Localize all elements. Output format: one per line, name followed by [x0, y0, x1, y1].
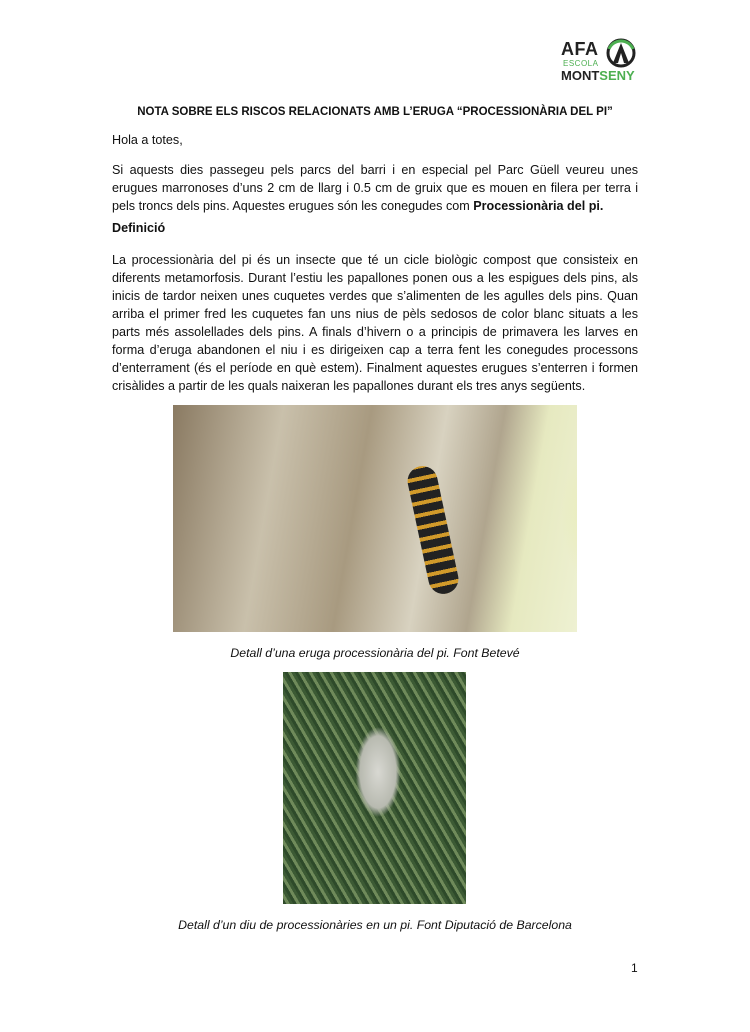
definition-paragraph: La processionària del pi és un insecte que té un cicle biològic compost que consisteix en diferents metamorfosis. Durant l’estiu les papallones ponen ous a les espigues dels pins, als inicis de tardor neixen unes cuquetes verdes que s’alimenten de les agulles dels pins. Quan arriba el primer fred les cuquetes fan uns nius de pèls sedosos de color blanc situats a les parts més assolellades dels pins. A finals d’hivern o a principis de primavera les larves en forma d’eruga abandonen el niu i es dirigeixen cap a terra fent les conegudes processons d’enterrament (és el període en què estem). Finalment aquestes erugues s’enterren i formen crisàlides a partir de les quals naixeran les papallones durant els tres anys següents. [112, 253, 638, 393]
nest-photo [283, 672, 466, 904]
caption-nest: Detall d’un diu de processionàries en un pi. Font Diputació de Barcelona [178, 918, 572, 932]
caterpillar-photo [173, 405, 577, 632]
greeting: Hola a totes, [112, 133, 183, 147]
definition-heading: Definició [112, 221, 166, 235]
logo-montseny: MONTSENY [561, 68, 635, 83]
tent-logo-icon [605, 37, 637, 69]
caption-caterpillar: Detall d’una eruga processionària del pi. Font Betevé [230, 646, 520, 660]
logo-afa: AFA [561, 39, 599, 59]
logo-escola: ESCOLA [563, 59, 599, 68]
intro-paragraph: Si aquests dies passegeu pels parcs del barri i en especial pel Parc Güell veureu unes erugues marronoses d’uns 2 cm de llarg i 0.5 cm de gruix que es mouen en filera per terra i pels troncs dels pins. Aquestes erugues són les conegudes com Processionària del pi. [112, 163, 638, 213]
afa-escola-montseny-logo [561, 37, 641, 87]
document-title: NOTA SOBRE ELS RISCOS RELACIONATS AMB L’ERUGA “PROCESSIONÀRIA DEL PI” [137, 106, 613, 118]
page-number: 1 [631, 961, 638, 975]
